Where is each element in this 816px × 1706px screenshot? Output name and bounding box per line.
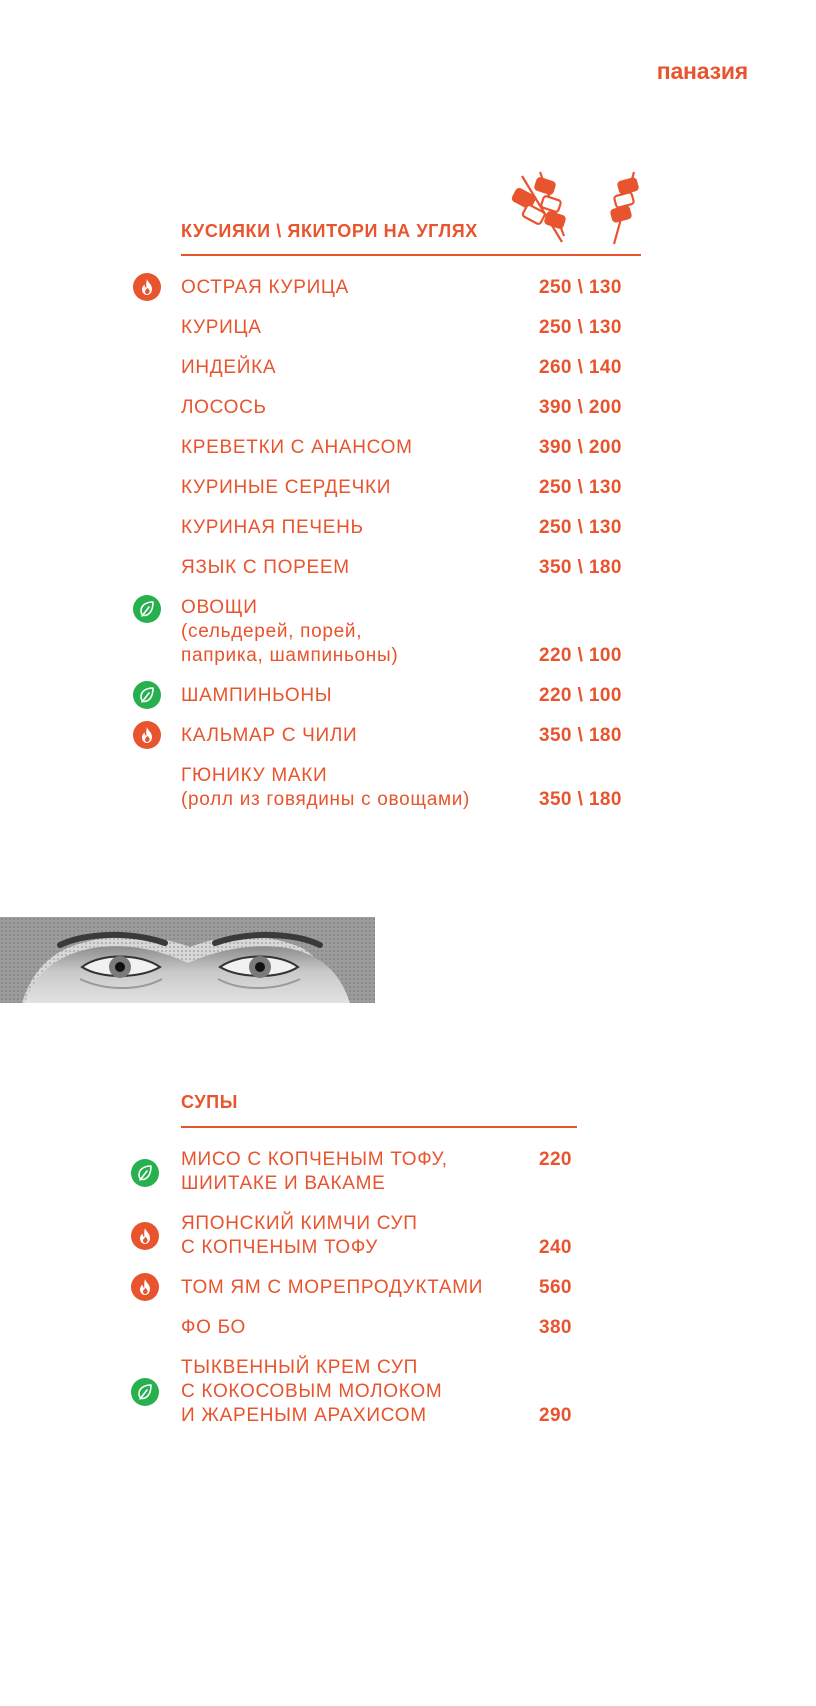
menu-item-name: ТОМ ЯМ С МОРЕПРОДУКТАМИ bbox=[181, 1277, 484, 1298]
section-title-skewers: КУСИЯКИ \ ЯКИТОРИ НА УГЛЯХ bbox=[181, 221, 478, 241]
vegetarian-badge bbox=[133, 681, 161, 709]
menu-item-price: 250 \ 130 bbox=[539, 317, 622, 338]
menu-item-name: МИСО С КОПЧЕНЫМ ТОФУ, ШИИТАКЕ И ВАКАМЕ bbox=[181, 1149, 448, 1194]
flame-icon bbox=[137, 1227, 153, 1245]
menu-item-name: КАЛЬМАР С ЧИЛИ bbox=[181, 725, 358, 746]
menu-item-price: 350 \ 180 bbox=[539, 725, 622, 746]
menu-item-price: 220 \ 100 bbox=[539, 685, 622, 706]
menu-item-name: ОВОЩИ (сельдерей, порей, паприка, шампиньоны) bbox=[181, 597, 399, 666]
menu-item-name: КУРИЦА bbox=[181, 317, 262, 338]
section-divider bbox=[181, 1126, 577, 1128]
brand-logo: паназия bbox=[656, 58, 748, 84]
spicy-badge bbox=[131, 1273, 159, 1301]
leaf-icon bbox=[138, 686, 156, 704]
menu-item-name: ФО БО bbox=[181, 1317, 247, 1338]
eyes-illustration bbox=[0, 917, 375, 1003]
menu-item-price: 250 \ 130 bbox=[539, 517, 622, 538]
flame-icon bbox=[137, 1278, 153, 1296]
vegetarian-badge bbox=[131, 1159, 159, 1187]
menu-item-price: 220 \ 100 bbox=[539, 645, 622, 666]
menu-item-price: 250 \ 130 bbox=[539, 477, 622, 498]
menu-item-price: 290 bbox=[539, 1405, 572, 1426]
menu-item-name: ГЮНИКУ МАКИ (ролл из говядины с овощами) bbox=[181, 765, 471, 810]
menu-item-name: ШАМПИНЬОНЫ bbox=[181, 685, 333, 706]
leaf-icon bbox=[136, 1164, 154, 1182]
leaf-icon bbox=[136, 1383, 154, 1401]
flame-icon bbox=[139, 278, 155, 296]
menu-item-name: ИНДЕЙКА bbox=[181, 357, 277, 378]
menu-item-price: 260 \ 140 bbox=[539, 357, 622, 378]
menu-item-name: КУРИНАЯ ПЕЧЕНЬ bbox=[181, 517, 364, 538]
menu-item-price: 220 bbox=[539, 1149, 572, 1170]
menu-item-price: 350 \ 180 bbox=[539, 557, 622, 578]
menu-item-price: 380 bbox=[539, 1317, 572, 1338]
menu-item-price: 350 \ 180 bbox=[539, 789, 622, 810]
menu-item-price: 250 \ 130 bbox=[539, 277, 622, 298]
leaf-icon bbox=[138, 600, 156, 618]
section-title-soups: СУПЫ bbox=[181, 1092, 238, 1112]
vegetarian-badge bbox=[131, 1378, 159, 1406]
skewer-icon bbox=[604, 170, 642, 248]
menu-item-name: ЛОСОСЬ bbox=[181, 397, 267, 418]
menu-item-price: 390 \ 200 bbox=[539, 437, 622, 458]
menu-item-price: 390 \ 200 bbox=[539, 397, 622, 418]
eyes-photo bbox=[0, 917, 375, 1003]
vegetarian-badge bbox=[133, 595, 161, 623]
menu-item-price: 560 bbox=[539, 1277, 572, 1298]
section-divider bbox=[181, 254, 641, 256]
spicy-badge bbox=[131, 1222, 159, 1250]
flame-icon bbox=[139, 726, 155, 744]
spicy-badge bbox=[133, 273, 161, 301]
spicy-badge bbox=[133, 721, 161, 749]
menu-item-name: ОСТРАЯ КУРИЦА bbox=[181, 277, 350, 298]
menu-item-name: ТЫКВЕННЫЙ КРЕМ СУП С КОКОСОВЫМ МОЛОКОМ И ЖАРЕНЫМ АРАХИСОМ bbox=[181, 1357, 443, 1426]
menu-item-price: 240 bbox=[539, 1237, 572, 1258]
menu-item-name: ЯПОНСКИЙ КИМЧИ СУП С КОПЧЕНЫМ ТОФУ bbox=[181, 1213, 418, 1258]
skewer-icon bbox=[510, 170, 576, 248]
menu-item-name: ЯЗЫК С ПОРЕЕМ bbox=[181, 557, 350, 578]
menu-item-name: КУРИНЫЕ СЕРДЕЧКИ bbox=[181, 477, 392, 498]
menu-item-name: КРЕВЕТКИ С АНАНСОМ bbox=[181, 437, 413, 458]
